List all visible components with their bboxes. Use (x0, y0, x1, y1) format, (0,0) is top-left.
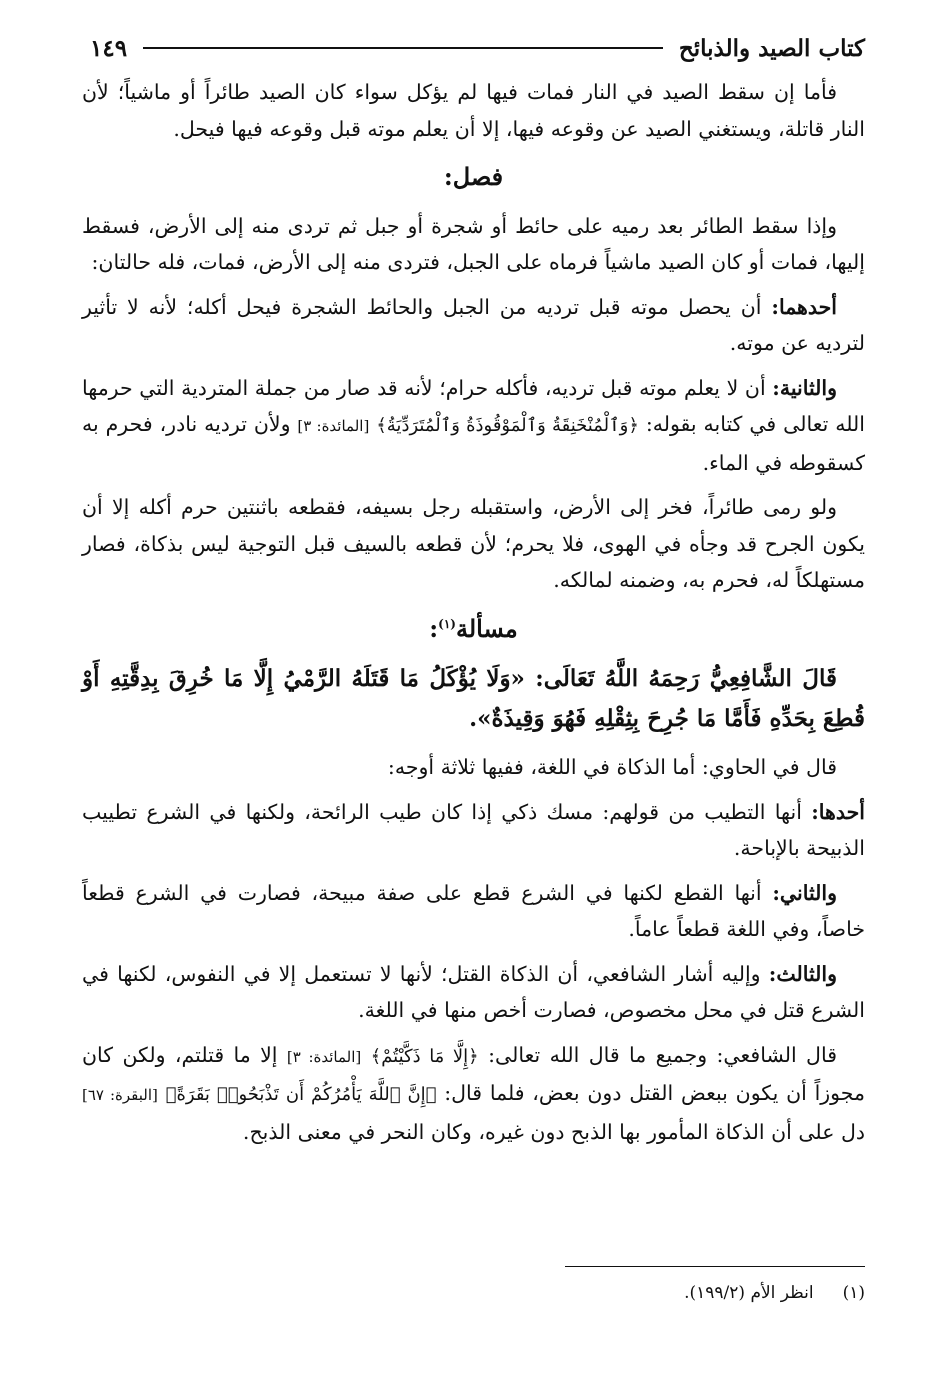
paragraph-4-text-a: أن لا يعلم موته قبل ترديه، فأكله حرام؛ لأنه قد صار من جملة المتردية التي حرمها الله تعالى في كتابه بقوله: (82, 375, 865, 436)
chapter-title: كتاب الصيد والذبائح (678, 34, 865, 62)
section-heading-fasl: فصل: (443, 162, 504, 191)
paragraph-4 (82, 370, 865, 482)
footnote-number: (١) (842, 1283, 865, 1303)
paragraph-8 (82, 875, 865, 948)
page-body (82, 74, 865, 1158)
quran-quote-1: ﴿وَٱلْمُنْخَنِقَةُ وَٱلْمَوْقُوذَةُ وَٱلْمُتَرَدِّيَةُ﴾ (376, 415, 639, 436)
paragraph-10 (82, 1037, 865, 1151)
paragraph-3-text: أن يحصل موته قبل ترديه من الجبل والحائط الشجرة فيحل أكله؛ لأنه لا تأثير لترديه عن موته. (82, 294, 865, 355)
paragraph-4-text-b: ولأن ترديه نادر، فحرم به كسقوطه في الماء. (82, 412, 865, 475)
section-heading-masala (82, 611, 865, 648)
quran-ref-1: [المائدة: ٣] (297, 417, 370, 435)
header-rule (143, 47, 663, 49)
quran-ref-2: [المائدة: ٣] (286, 1047, 362, 1066)
page-number: ١٤٩ (90, 34, 128, 62)
paragraph-10-text-b: إلا ما قتلتم، ولكن كان مجوزاً أن يكون ببعض القتل دون بعض، فلما قال: (82, 1042, 865, 1105)
paragraph-3-lead: أحدهما: (771, 294, 837, 319)
masala-title: مسألة (455, 613, 518, 643)
paragraph-7-lead: أحدها: (811, 799, 865, 824)
footnote-rule (565, 1266, 865, 1267)
paragraph-4-lead: والثانية: (772, 375, 837, 400)
paragraph-9-text: وإليه أشار الشافعي، أن الذكاة القتل؛ لأنها لا تستعمل إلا في النفوس، لكنها في الشرع قتل في محل مخصوص، فصارت أخص منها في اللغة. (82, 961, 865, 1022)
paragraph-8-lead: والثاني: (772, 880, 837, 905)
paragraph-9 (82, 956, 865, 1029)
paragraph-10-text-a: قال الشافعي: وجميع ما قال الله تعالى: (488, 1042, 837, 1067)
matn-text: قَالَ الشَّافِعِيُّ رَحِمَهُ اللَّهُ تَعَالَى: «وَلَا يُؤْكَلُ مَا قَتَلَهُ الرَّمْيُ إِلَّا مَا خُرِقَ بِدِقَّتِهِ أَوْ قُطِعَ بِحَدِّهِ فَأَمَّا مَا جُرِحَ بِثِقْلِهِ فَهُوَ وَقِيذَةٌ». (82, 665, 865, 732)
paragraph-1: فأما إن سقط الصيد في النار فمات فيها لم يؤكل سواء كان الصيد طائراً أو ماشياً؛ لأن النار قاتلة، ويستغني الصيد عن وقوعه فيها، إلا أن يعلم موته قبل وقوعه فيها فيحل. (82, 80, 865, 141)
footnote (82, 1280, 865, 1306)
paragraph-7-text: أنها التطيب من قولهم: مسك ذكي إذا كان طيب الرائحة، ولكنها في الشرع تطييب الذبيحة بالإباحة. (82, 799, 865, 860)
running-header (90, 30, 865, 66)
paragraph-5: ولو رمى طائراً، فخر إلى الأرض، واستقبله رجل بسيفه، فقطعه باثنتين حرم أكله إلا أن يكون الجرح قد وجأه في الهوى، فلا يحرم؛ لأن قطعه بالسيف قبل التوجية ليس بذكاة، فصار مستهلكاً له، فحرم به، وضمنه لمالكه. (82, 495, 865, 592)
quran-quote-2: ﴿إِلَّا مَا ذَكَّيْتُمْ﴾ (370, 1045, 479, 1067)
paragraph-10-text-c: دل على أن الذكاة المأمور بها الذبح دون غيره، وكان النحر في معنى الذبح. (242, 1119, 865, 1144)
quran-quote-3: ﴿إِنَّ ٱللَّهَ يَأْمُرُكُمْ أَن تَذْبَحُوا۟ بَقَرَةً﴾ (165, 1084, 437, 1105)
masala-colon: : (429, 613, 439, 643)
paragraph-6: قال في الحاوي: أما الذكاة في اللغة، ففيها ثلاثة أوجه: (387, 755, 837, 779)
paragraph-3 (82, 289, 865, 362)
footnote-text: انظر الأم (١٩٩/٢). (684, 1283, 814, 1303)
paragraph-7 (82, 794, 865, 867)
paragraph-9-lead: والثالث: (768, 961, 837, 986)
footnote-marker: (١) (438, 616, 456, 631)
quran-ref-3: [البقرة: ٦٧] (82, 1086, 158, 1104)
paragraph-8-text: أنها القطع لكنها في الشرع قطع على صفة مبيحة، فصارت في الشرع قطعاً خاصاً، وفي اللغة قطعاً عاماً. (82, 880, 865, 941)
paragraph-2: وإذا سقط الطائر بعد رميه على حائط أو شجرة أو جبل ثم تردى منه إلى الأرض، فسقط إليها، فمات أو كان الصيد ماشياً فرماه على الجبل، فتردى منه إلى الأرض، فمات، فله حالتان: (82, 213, 865, 274)
